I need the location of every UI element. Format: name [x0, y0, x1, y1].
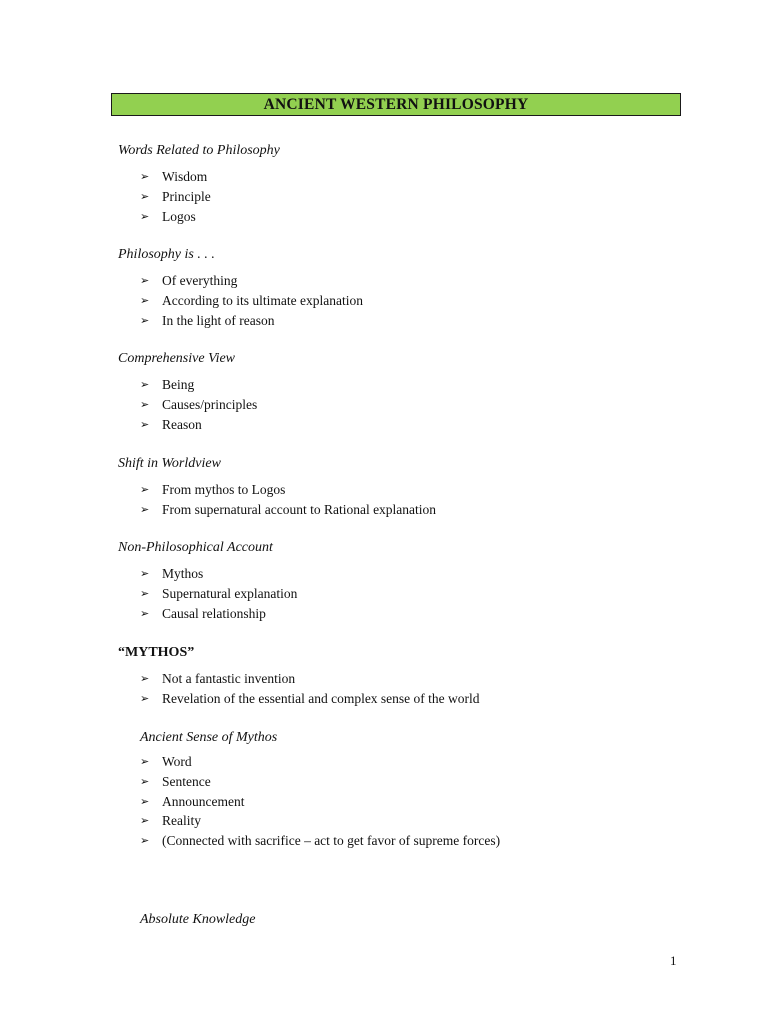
arrow-bullet-icon: ➢: [140, 606, 150, 620]
section-mythos: [118, 643, 480, 709]
section-absolute-knowledge: [140, 910, 256, 930]
arrow-bullet-icon: ➢: [140, 417, 150, 431]
section-heading: Absolute Knowledge: [140, 912, 256, 927]
section-heading: Philosophy is . . .: [118, 247, 215, 262]
section-heading: Non-Philosophical Account: [118, 540, 273, 555]
arrow-bullet-icon: ➢: [140, 672, 150, 685]
arrow-bullet-icon: ➢: [140, 691, 150, 705]
arrow-bullet-icon: ➢: [140, 293, 150, 307]
arrow-bullet-icon: ➢: [140, 814, 150, 828]
bullet-list: [118, 752, 500, 851]
bullet-list: [118, 167, 280, 226]
bullet-list: [118, 480, 436, 520]
section-non-philosophical-account: [118, 538, 297, 623]
section-comprehensive-view: [118, 349, 257, 434]
page-number: 1: [670, 953, 677, 968]
list-item: ➢ From mythos to Logos: [118, 480, 436, 500]
arrow-bullet-icon: ➢: [140, 755, 150, 768]
arrow-bullet-icon: ➢: [140, 189, 150, 203]
section-heading: Words Related to Philosophy: [118, 143, 280, 158]
bullet-list: [118, 564, 297, 623]
list-item: ➢ Principle: [118, 187, 280, 207]
list-item: ➢ Word: [118, 752, 500, 772]
arrow-bullet-icon: ➢: [140, 567, 150, 580]
arrow-bullet-icon: ➢: [140, 774, 150, 788]
arrow-bullet-icon: ➢: [140, 586, 150, 600]
section-heading: Shift in Worldview: [118, 456, 221, 471]
list-item: ➢ Being: [118, 375, 257, 395]
list-item: ➢ Wisdom: [118, 167, 280, 187]
section-ancient-sense-of-mythos: [118, 728, 500, 851]
bullet-list: [118, 669, 480, 709]
list-item: ➢ From supernatural account to Rational explanation: [118, 500, 436, 520]
section-shift-in-worldview: [118, 454, 436, 520]
arrow-bullet-icon: ➢: [140, 397, 150, 411]
list-item: ➢ Mythos: [118, 564, 297, 584]
list-item: ➢ Revelation of the essential and complex sense of the world: [118, 689, 480, 709]
list-item: ➢ Causal relationship: [118, 604, 297, 624]
list-item: ➢ Sentence: [118, 772, 500, 792]
list-item: ➢ Of everything: [118, 271, 363, 291]
arrow-bullet-icon: ➢: [140, 834, 150, 848]
arrow-bullet-icon: ➢: [140, 794, 150, 808]
arrow-bullet-icon: ➢: [140, 378, 150, 391]
arrow-bullet-icon: ➢: [140, 170, 150, 183]
bullet-list: [118, 375, 257, 434]
list-item: ➢ Supernatural explanation: [118, 584, 297, 604]
list-item: ➢ (Connected with sacrifice – act to get favor of supreme forces): [118, 831, 500, 851]
arrow-bullet-icon: ➢: [140, 313, 150, 327]
list-item: ➢ Reality: [118, 811, 500, 831]
section-heading: Comprehensive View: [118, 351, 236, 366]
section-philosophy-is: [118, 245, 363, 330]
arrow-bullet-icon: ➢: [140, 274, 150, 287]
list-item: ➢ Announcement: [118, 792, 500, 812]
arrow-bullet-icon: ➢: [140, 502, 150, 516]
section-words-related: [118, 141, 280, 226]
list-item: ➢ Causes/principles: [118, 395, 257, 415]
document-title: ANCIENT WESTERN PHILOSOPHY: [111, 93, 681, 116]
list-item: ➢ Not a fantastic invention: [118, 669, 480, 689]
list-item: ➢ In the light of reason: [118, 311, 363, 331]
bullet-list: [118, 271, 363, 330]
section-heading: Ancient Sense of Mythos: [140, 730, 278, 745]
list-item: ➢ Logos: [118, 207, 280, 227]
section-heading: “MYTHOS”: [118, 645, 195, 660]
arrow-bullet-icon: ➢: [140, 209, 150, 223]
arrow-bullet-icon: ➢: [140, 483, 150, 496]
list-item: ➢ Reason: [118, 415, 257, 435]
list-item: ➢ According to its ultimate explanation: [118, 291, 363, 311]
